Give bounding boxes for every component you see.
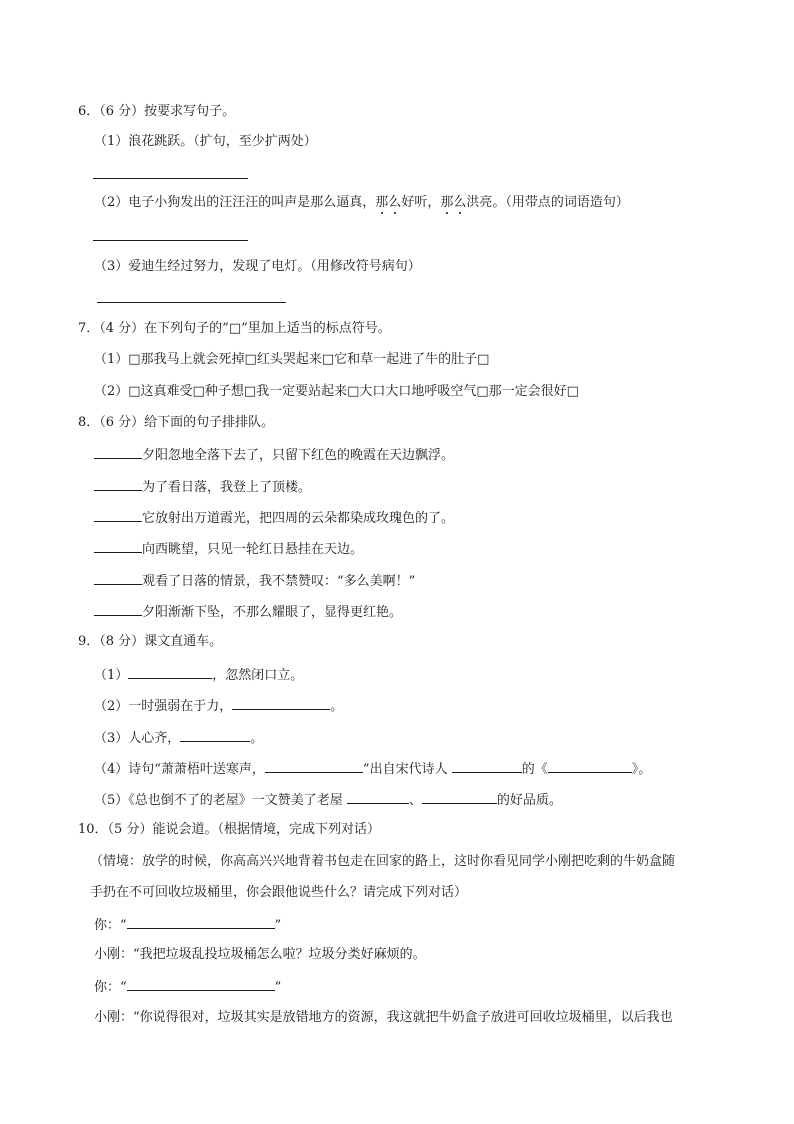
q9-blank[interactable] bbox=[347, 791, 409, 804]
q9-s2-post: 。 bbox=[330, 699, 344, 714]
q9-sentence-5 bbox=[94, 791, 562, 809]
q9-s5-pre: （5）《总也倒不了的老屋》一文赞美了老屋 bbox=[94, 793, 347, 808]
q9-header: 9．（8 分）课文直通车。 bbox=[78, 634, 223, 649]
q8-item bbox=[94, 603, 402, 621]
q9-blank[interactable] bbox=[232, 697, 330, 710]
q8-item-text: 向西眺望，只见一轮红日悬挂在天边。 bbox=[142, 542, 364, 557]
q7-sentence-1: （1）□那我马上就会死掉□红头哭起来□它和草一起进了牛的肚子□ bbox=[94, 352, 490, 367]
q9-s4-post: 》。 bbox=[631, 762, 652, 777]
q7-header: 7．（4 分）在下列句子的“□”里加上适当的标点符号。 bbox=[78, 321, 391, 336]
q6-answer-line-1[interactable] bbox=[93, 178, 248, 179]
q8-order-blank[interactable] bbox=[94, 572, 142, 585]
q8-item bbox=[94, 572, 415, 590]
q6-answer-line-3[interactable] bbox=[97, 302, 286, 303]
q9-blank[interactable] bbox=[452, 760, 522, 773]
q6-s2-post: 洪亮。（用带点的词语造句） bbox=[466, 195, 629, 210]
q10-answer-blank[interactable] bbox=[127, 978, 275, 991]
q6-header: 6．（6 分）按要求写句子。 bbox=[78, 104, 236, 119]
q8-order-blank[interactable] bbox=[94, 478, 142, 491]
q9-blank[interactable] bbox=[180, 729, 250, 742]
q6-dotted-char: 么 bbox=[453, 195, 467, 210]
q9-s1-post: ，忽然闭口立。 bbox=[212, 668, 304, 683]
q10-you-line bbox=[94, 978, 281, 996]
q8-item bbox=[94, 446, 454, 464]
q10-header: 10．（5 分）能说会道。（根据情境，完成下列对话） bbox=[78, 822, 380, 837]
q9-sentence-3 bbox=[94, 729, 263, 747]
q9-sentence-1 bbox=[94, 666, 303, 684]
q8-item-text: 观看了日落的情景，我不禁赞叹：“多么美啊！” bbox=[142, 574, 416, 589]
q8-item-text: 夕阳渐渐下坠，不那么耀眼了，显得更红艳。 bbox=[142, 605, 403, 620]
q6-dotted-char: 那 bbox=[440, 195, 454, 210]
q9-s5-post: 的好品质。 bbox=[496, 793, 562, 808]
q10-quote-close: ” bbox=[274, 980, 282, 995]
q10-gang-line: 小刚：“你说得很对，垃圾其实是放错地方的资源，我这就把牛奶盒子放进可回收垃圾桶里，以后我也 bbox=[94, 1010, 673, 1025]
q6-sentence-1: （1）浪花跳跃。（扩句，至少扩两处） bbox=[94, 134, 317, 149]
q6-s2-pre: （2）电子小狗发出的汪汪汪的叫声是那么逼真， bbox=[94, 195, 376, 210]
q9-blank[interactable] bbox=[128, 666, 212, 679]
q10-context: 手扔在不可回收垃圾桶里，你会跟他说些什么？请完成下列对话） bbox=[90, 885, 468, 900]
q6-answer-line-2[interactable] bbox=[93, 240, 248, 241]
q10-gang-line: 小刚：“我把垃圾乱投垃圾桶怎么啦？垃圾分类好麻烦的。 bbox=[94, 947, 426, 962]
q10-quote-close: ” bbox=[274, 918, 282, 933]
q9-blank[interactable] bbox=[548, 760, 632, 773]
q6-dotted-char: 那 bbox=[375, 195, 389, 210]
q6-sentence-2 bbox=[94, 195, 629, 211]
q10-you-label: 你：“ bbox=[94, 918, 127, 933]
q8-item bbox=[94, 509, 454, 527]
q9-s3-pre: （3）人心齐， bbox=[94, 731, 181, 746]
q9-blank[interactable] bbox=[265, 760, 363, 773]
q8-header: 8．（6 分）给下面的句子排排队。 bbox=[78, 415, 275, 430]
q9-sentence-4 bbox=[94, 760, 651, 778]
q9-s3-post: 。 bbox=[250, 731, 264, 746]
q9-sentence-2 bbox=[94, 697, 343, 715]
q9-s4-pre: （4）诗句“萧萧梧叶送寒声， bbox=[94, 762, 265, 777]
q9-s4-mid2: 的《 bbox=[521, 762, 548, 777]
q8-item-text: 夕阳忽地全落下去了，只留下红色的晚霞在天边飘浮。 bbox=[142, 448, 455, 463]
q10-context: （情境：放学的时候，你高高兴兴地背着书包走在回家的路上，这时你看见同学小刚把吃剩的牛奶盒随 bbox=[90, 854, 676, 869]
q10-you-label: 你：“ bbox=[94, 980, 127, 995]
q8-item-text: 为了看日落，我登上了顶楼。 bbox=[142, 480, 312, 495]
q9-s1-pre: （1） bbox=[94, 668, 129, 683]
q10-you-line bbox=[94, 916, 281, 934]
q8-order-blank[interactable] bbox=[94, 509, 142, 522]
q9-blank[interactable] bbox=[422, 791, 497, 804]
q7-sentence-2: （2）□这真难受□种子想□我一定要站起来□大口大口地呼吸空气□那一定会很好□ bbox=[94, 384, 579, 399]
q8-order-blank[interactable] bbox=[94, 603, 142, 616]
q9-s2-pre: （2）一时强弱在于力， bbox=[94, 699, 233, 714]
q8-item bbox=[94, 540, 363, 558]
q10-answer-blank[interactable] bbox=[127, 916, 275, 929]
q9-s4-mid1: ”出自宋代诗人 bbox=[362, 762, 452, 777]
q6-s2-mid: 好听， bbox=[401, 195, 441, 210]
q8-item bbox=[94, 478, 311, 496]
q6-dotted-char: 么 bbox=[388, 195, 402, 210]
q8-order-blank[interactable] bbox=[94, 540, 142, 553]
q9-s5-mid: 、 bbox=[408, 793, 422, 808]
q8-order-blank[interactable] bbox=[94, 446, 142, 459]
q6-sentence-3: （3）爱迪生经过努力，发现了电灯。（用修改符号病句） bbox=[94, 259, 421, 274]
q8-item-text: 它放射出万道霞光，把四周的云朵都染成玫瑰色的了。 bbox=[142, 511, 455, 526]
